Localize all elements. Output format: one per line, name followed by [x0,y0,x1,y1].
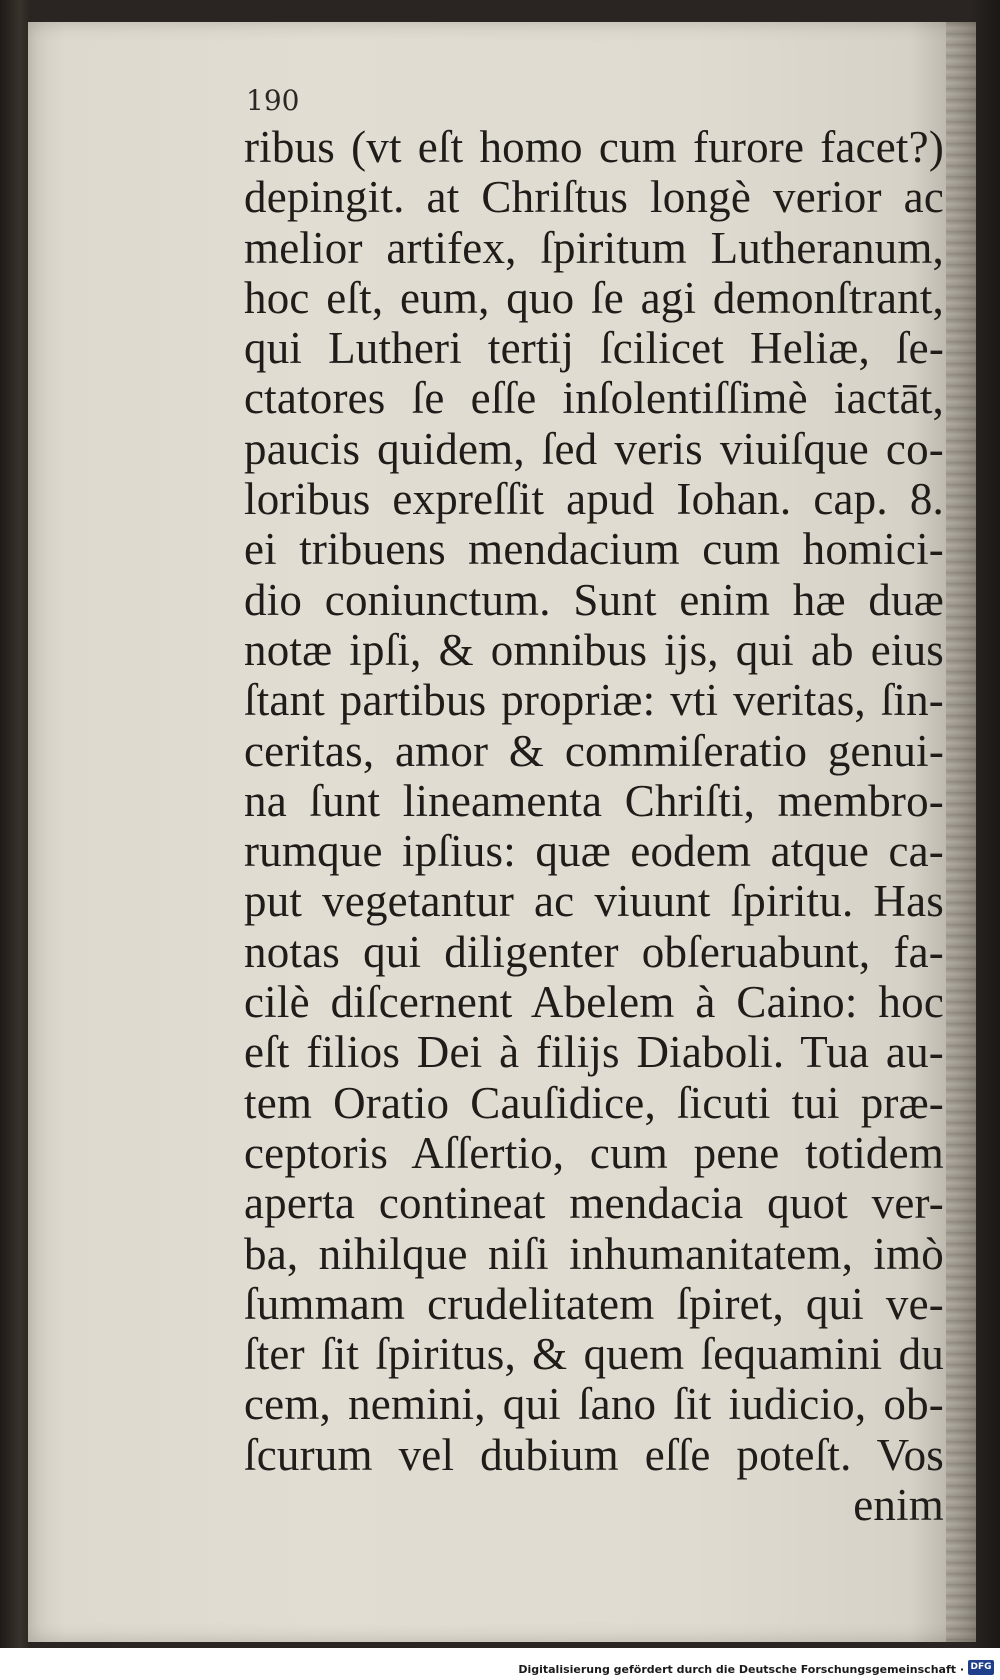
text-line: depingit. at Chriſtus longè verior ac [244,172,944,223]
text-line: eſt filios Dei à filijs Diaboli. Tua au- [244,1027,944,1078]
text-line: ſummam crudelitatem ſpiret, qui ve- [244,1278,944,1329]
page-number: 190 [246,84,300,117]
text-line: ſcurum vel dubium eſſe poteſt. Vos [244,1429,944,1480]
text-line: ctatores ſe eſſe inſolentiſſimè iactāt, [244,373,944,424]
text-line: put vegetantur ac viuunt ſpiritu. Has [244,876,944,927]
text-line: paucis quidem, ſed veris viuiſque co- [244,423,944,474]
page-edge-shadow [946,22,976,1642]
text-line: notæ ipſi, & omnibus ijs, qui ab eius [244,624,944,675]
dfg-logo-icon: DFG [968,1660,994,1675]
book-page [28,22,976,1642]
text-line: qui Lutheri tertij ſcilicet Heliæ, ſe- [244,323,944,374]
text-line: ribus (vt eſt homo cum furore facet?) [244,122,944,172]
text-line: aperta contineat mendacia quot ver- [244,1178,944,1229]
text-line: tem Oratio Cauſidice, ſicuti tui præ- [244,1077,944,1128]
text-line: ceritas, amor & commiſeratio genui- [244,725,944,776]
catchword: enim [853,1480,944,1531]
text-line: cem, nemini, qui ſano ſit iudicio, ob- [244,1379,944,1430]
body-text [244,122,944,1530]
text-line: ceptoris Aſſertio, cum pene totidem [244,1127,944,1178]
text-line: notas qui diligenter obſeruabunt, fa- [244,926,944,977]
text-line: dio coniunctum. Sunt enim hæ duæ [244,574,944,625]
text-line: melior artifex, ſpiritum Lutheranum, [244,222,944,273]
text-line: hoc eſt, eum, quo ſe agi demonſtrant, [244,272,944,323]
funding-credit: Digitalisierung gefördert durch die Deutsche Forschungsgemeinschaft · [518,1663,964,1676]
text-line: loribus expreſſit apud Iohan. cap. 8. [244,474,944,525]
text-line: ſter ſit ſpiritus, & quem ſequamini du [244,1329,944,1380]
text-line: cilè diſcernent Abelem à Caino: hoc [244,977,944,1028]
text-line: ſtant partibus propriæ: vti veritas, ſin- [244,675,944,726]
text-line: ei tribuens mendacium cum homici- [244,524,944,575]
text-line: na ſunt lineamenta Chriſti, membro- [244,775,944,826]
text-line: ba, nihilque niſi inhumanitatem, imò [244,1228,944,1279]
text-line: rumque ipſius: quæ eodem atque ca- [244,826,944,877]
